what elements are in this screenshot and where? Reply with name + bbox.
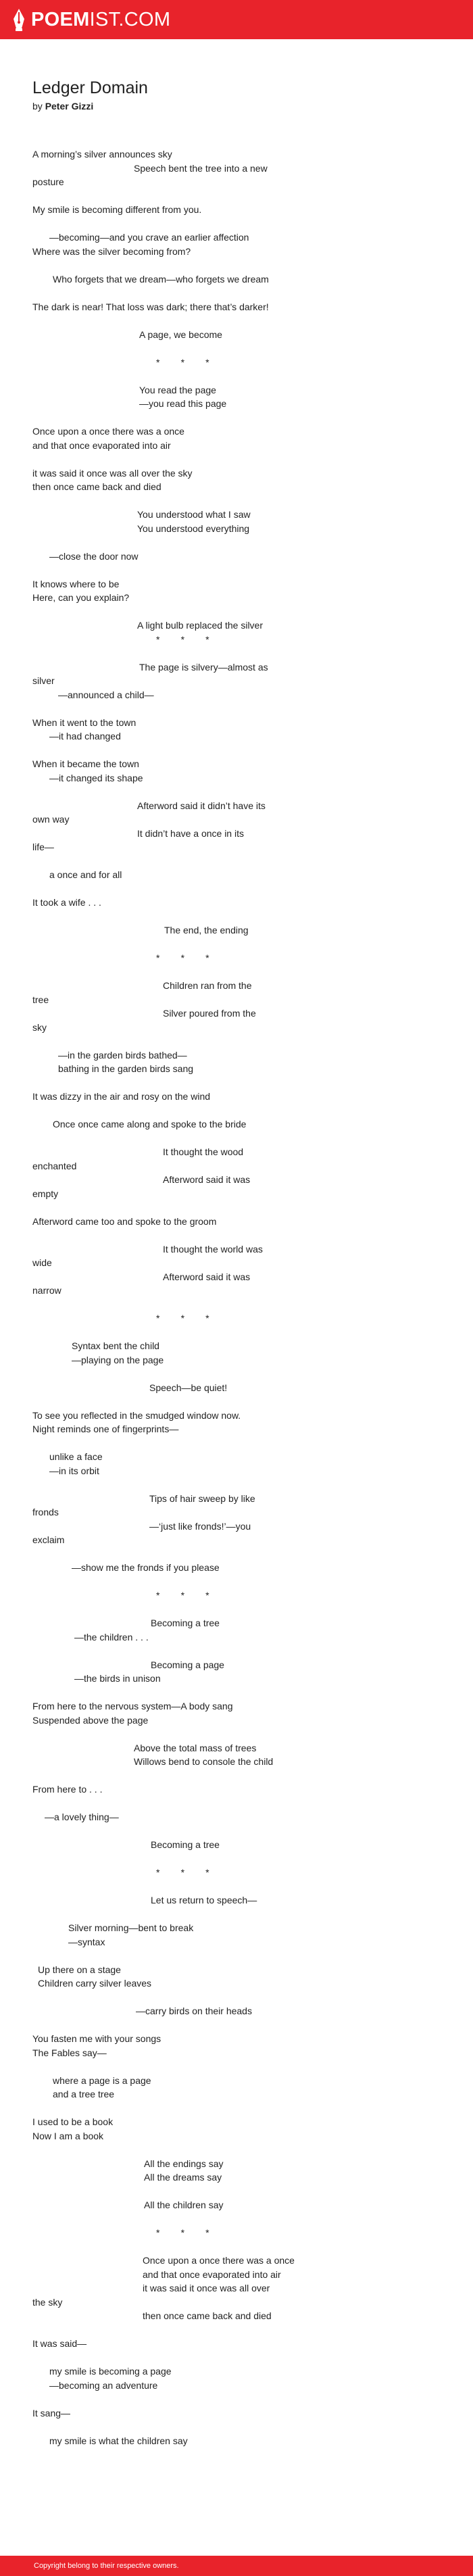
poem-line: A page, we become — [139, 329, 222, 340]
poem-line: —it changed its shape — [49, 772, 143, 783]
poem-line: When it became the town — [32, 758, 139, 769]
poem-line: Afterword said it didn’t have its — [137, 800, 266, 811]
poem-line: Speech—be quiet! — [149, 1382, 228, 1393]
poem-line: Once upon a once there was a once — [32, 426, 184, 437]
stanza-break — [32, 744, 445, 758]
poem-line: Afterword came too and spoke to the groom — [32, 1215, 217, 1227]
poem-line: it was said it once was all over — [143, 2283, 270, 2293]
poem-line: my smile is what the children say — [49, 2435, 188, 2446]
poem-line: —becoming an adventure — [49, 2379, 158, 2391]
poem-line: —‘just like fronds!’—you — [149, 1520, 251, 1532]
poem-line: Becoming a tree — [151, 1839, 220, 1850]
poem-line: From here to the nervous system—A body sang — [32, 1701, 233, 1711]
copyright-notice: Copyright belong to their respective owners. — [34, 2562, 179, 2570]
poem-line: All the endings say — [144, 2158, 224, 2169]
poem-line: Speech bent the tree into a new — [134, 162, 268, 174]
poem-line: Silver morning—bent to break — [68, 1922, 194, 1933]
poem-line: The Fables say— — [32, 2047, 107, 2058]
stanza-break — [32, 938, 445, 952]
poem-line: own way — [32, 814, 70, 825]
section-divider: * * * — [156, 1590, 209, 1601]
poem-line: —the children . . . — [74, 1631, 149, 1643]
section-divider: * * * — [156, 952, 209, 963]
stanza-break — [32, 2351, 445, 2365]
stanza-break — [32, 1907, 445, 1922]
poem-line: unlike a face — [49, 1451, 103, 1462]
poem-line: my smile is becoming a page — [49, 2366, 172, 2377]
stanza-break — [32, 494, 445, 508]
poem-line: You fasten me with your songs — [32, 2033, 161, 2044]
poem-line: Where was the silver becoming from? — [32, 245, 191, 257]
poem-line: Here, can you explain? — [32, 592, 130, 603]
poem-line: Who forgets that we dream—who forgets we dream — [53, 273, 269, 285]
poem-line: Once once came along and spoke to the bride — [53, 1119, 247, 1129]
poem-line: fronds — [32, 1507, 59, 1517]
poem-line: Children carry silver leaves — [38, 1978, 152, 1989]
stanza-break — [32, 1769, 445, 1783]
poem-line: It was dizzy in the air and rosy on the wind — [32, 1091, 211, 1102]
stanza-break — [32, 369, 445, 383]
poem-line: The dark is near! That loss was dark; there that’s darker! — [32, 301, 269, 312]
stanza-break — [32, 965, 445, 979]
poem-line: You understood what I saw — [137, 509, 251, 520]
poem-line: It didn’t have a once in its — [137, 827, 244, 839]
poem-line: —the birds in unison — [74, 1673, 161, 1684]
site-footer — [0, 2556, 473, 2576]
stanza-break — [32, 2323, 445, 2337]
poem-line: Night reminds one of fingerprints— — [32, 1424, 179, 1434]
poem-line: I used to be a book — [32, 2116, 114, 2127]
stanza-break — [32, 1575, 445, 1589]
author-link[interactable]: Peter Gizzi — [45, 101, 94, 112]
poem-line: exclaim — [32, 1534, 65, 1545]
poem-line: Suspended above the page — [32, 1714, 149, 1726]
poem-line: You understood everything — [137, 523, 250, 534]
stanza-break — [32, 563, 445, 577]
stanza-break — [32, 1076, 445, 1090]
stanza-break — [32, 702, 445, 716]
stanza-break — [32, 452, 445, 466]
stanza-break — [32, 910, 445, 924]
poem-line: —it had changed — [49, 731, 121, 742]
poem-line: It took a wife . . . — [32, 897, 101, 908]
poem-line: —close the door now — [49, 550, 139, 562]
poem-line: A morning’s silver announces sky — [32, 149, 172, 160]
poem-line: Now I am a book — [32, 2130, 104, 2141]
stanza-break — [32, 1200, 445, 1215]
section-divider: * * * — [156, 1313, 209, 1323]
stanza-break — [32, 1394, 445, 1409]
stanza-break — [32, 1298, 445, 1312]
poem-line: —a lovely thing— — [45, 1812, 119, 1822]
stanza-break — [32, 854, 445, 869]
poem-line: enchanted — [32, 1160, 77, 1171]
stanza-break — [32, 1852, 445, 1866]
poem-line: Syntax bent the child — [72, 1340, 159, 1351]
poem-line: —syntax — [68, 1936, 105, 1947]
stanza-break — [32, 1727, 445, 1741]
poem-line: life— — [32, 842, 54, 852]
stanza-break — [32, 2212, 445, 2227]
stanza-break — [32, 2240, 445, 2254]
stanza-break — [32, 314, 445, 328]
stanza-break — [32, 1603, 445, 1617]
poem-line: It knows where to be — [32, 578, 120, 589]
stanza-break — [32, 1132, 445, 1146]
stanza-break — [32, 2420, 445, 2434]
stanza-break — [32, 1478, 445, 1492]
poem-line: It thought the wood — [163, 1146, 244, 1157]
poem-line: Let us return to speech— — [151, 1895, 257, 1905]
stanza-break — [32, 286, 445, 300]
stanza-break — [32, 646, 445, 660]
poem-line: then once came back and died — [32, 481, 161, 492]
stanza-break — [32, 1104, 445, 1118]
poem-title: Ledger Domain — [32, 78, 148, 97]
stanza-break — [32, 882, 445, 896]
poem-line: The end, the ending — [164, 925, 249, 935]
stanza-break — [32, 535, 445, 550]
poem-line: —in its orbit — [49, 1465, 99, 1476]
poem-line: Up there on a stage — [38, 1964, 121, 1975]
poem-line: Afterword said it was — [163, 1271, 251, 1282]
poem-line: and a tree tree — [53, 2089, 115, 2099]
stanza-break — [32, 1436, 445, 1451]
poem-line: where a page is a page — [53, 2074, 151, 2086]
stanza-break — [32, 189, 445, 203]
poem-line: It sang— — [32, 2407, 71, 2419]
stanza-break — [32, 1228, 445, 1242]
poem-line: —carry birds on their heads — [136, 2006, 252, 2016]
stanza-break — [32, 1326, 445, 1340]
stanza-break — [32, 2392, 445, 2406]
by-label: by — [32, 101, 43, 112]
poem-line: —show me the fronds if you please — [72, 1562, 220, 1573]
poem-line: —playing on the page — [72, 1354, 164, 1365]
poem-line: It was said— — [32, 2338, 87, 2349]
stanza-break — [32, 1824, 445, 1839]
stanza-break — [32, 1797, 445, 1811]
section-divider: * * * — [156, 633, 209, 645]
poem-line: Becoming a tree — [151, 1618, 220, 1628]
stanza-break — [32, 341, 445, 356]
stanza-break — [32, 217, 445, 231]
stanza-break — [32, 1686, 445, 1700]
poem-line: Willows bend to console the child — [134, 1756, 274, 1767]
poem-line: sky — [32, 1021, 47, 1033]
section-divider: * * * — [156, 2227, 209, 2238]
stanza-break — [32, 1547, 445, 1561]
stanza-break — [32, 605, 445, 619]
poem-line: All the children say — [144, 2200, 224, 2210]
stanza-break — [32, 1991, 445, 2005]
poem-line: bathing in the garden birds sang — [58, 1063, 194, 1074]
stanza-break — [32, 2185, 445, 2199]
poem-line: a once and for all — [49, 869, 122, 880]
poem-line: A light bulb replaced the silver — [137, 620, 263, 631]
poem-line: When it went to the town — [32, 716, 136, 728]
section-divider: * * * — [156, 356, 209, 368]
poem-line: —in the garden birds bathed— — [58, 1049, 187, 1061]
poem-line: Tips of hair sweep by like — [149, 1492, 255, 1504]
poem-line: it was said it once was all over the sky — [32, 467, 193, 479]
pen-nib-icon — [12, 8, 26, 31]
poem-line: wide — [32, 1257, 52, 1268]
stanza-break — [32, 2101, 445, 2116]
stanza-break — [32, 1644, 445, 1658]
stanza-break — [32, 2060, 445, 2074]
poem-line: posture — [32, 176, 64, 187]
stanza-break — [32, 2143, 445, 2157]
poem-line: —announced a child— — [58, 689, 154, 700]
stanza-break — [32, 258, 445, 272]
site-header — [0, 0, 473, 39]
poem-line: —you read this page — [139, 398, 227, 409]
poem-line: Once upon a once there was a once — [143, 2255, 295, 2266]
poem-line: It thought the world was — [163, 1243, 263, 1255]
poem-line: My smile is becoming different from you. — [32, 204, 202, 215]
poem-line: then once came back and died — [143, 2310, 272, 2321]
poem-line: Children ran from the — [163, 980, 252, 991]
poem-line: To see you reflected in the smudged window now. — [32, 1409, 241, 1421]
poem-line: Becoming a page — [151, 1659, 224, 1670]
poem-line: and that once evaporated into air — [143, 2268, 281, 2280]
poem-line: the sky — [32, 2296, 63, 2308]
stanza-break — [32, 411, 445, 425]
poem-line: Afterword said it was — [163, 1174, 251, 1185]
poem-line: tree — [32, 994, 49, 1005]
stanza-break — [32, 1949, 445, 1963]
poem-line: Silver poured from the — [163, 1008, 256, 1019]
poem-line: and that once evaporated into air — [32, 439, 171, 451]
poem-line: All the dreams say — [144, 2172, 222, 2183]
poem-line: You read the page — [139, 384, 216, 395]
stanza-break — [32, 1034, 445, 1048]
poem-body — [32, 147, 445, 2448]
poem-line: From here to . . . — [32, 1784, 103, 1795]
stanza-break — [32, 1880, 445, 1894]
poem-line: empty — [32, 1188, 59, 1199]
poem-line: The page is silvery—almost as — [139, 661, 268, 673]
poem-line: —becoming—and you crave an earlier affection — [49, 232, 249, 243]
stanza-break — [32, 2018, 445, 2033]
byline — [32, 100, 93, 112]
poem-line: silver — [32, 675, 55, 686]
stanza-break — [32, 785, 445, 799]
poem-line: Above the total mass of trees — [134, 1742, 257, 1753]
site-logo[interactable] — [12, 6, 170, 33]
poem-line: narrow — [32, 1285, 61, 1296]
section-divider: * * * — [156, 1867, 209, 1878]
stanza-break — [32, 1367, 445, 1381]
logo-wordmark: POEMIST.COM — [31, 9, 171, 30]
